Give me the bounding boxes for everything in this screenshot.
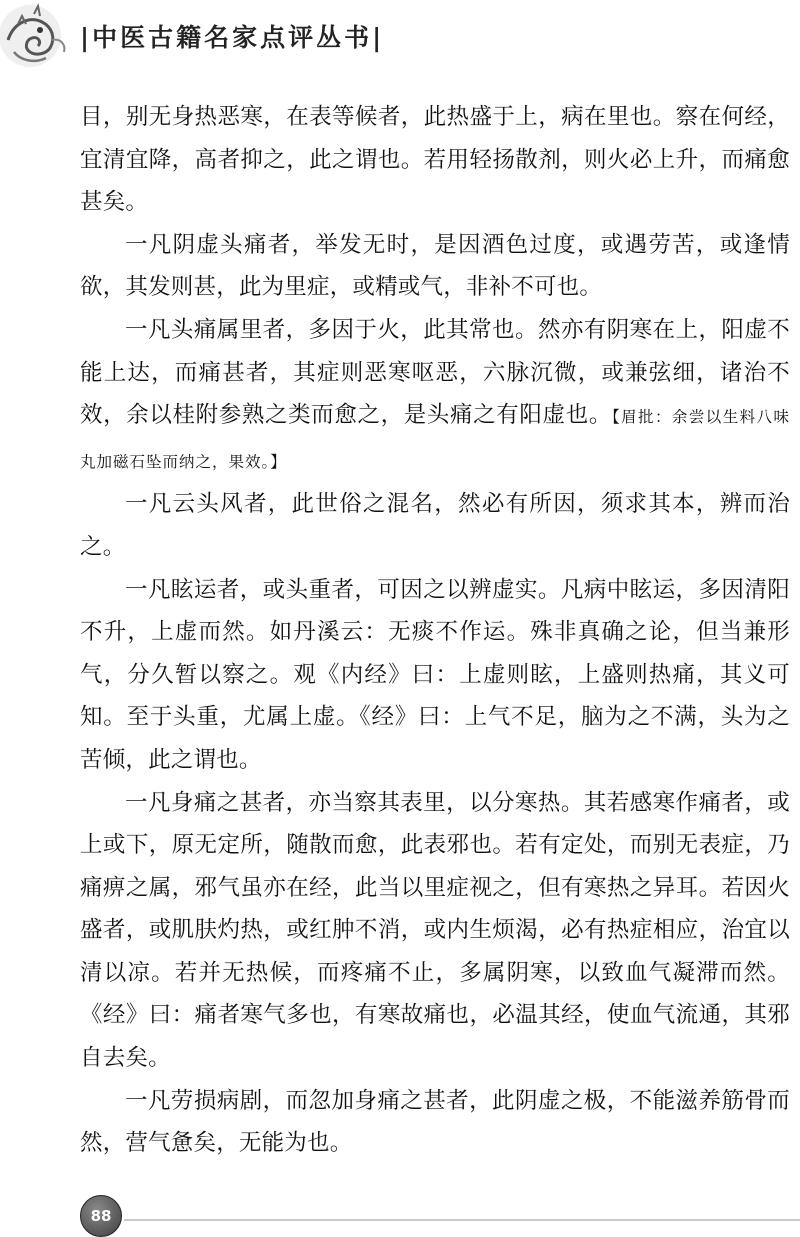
page-header — [0, 0, 800, 80]
paragraph: 一凡眩运者，或头重者，可因之以辨虚实。凡病中眩运，多因清阳不升，上虚而然。如丹溪云：无痰不作运。殊非真确之论，但当兼形气，分久暂以察之。观《内经》曰：上虚则眩，上盛则热痛，其义可知。至于头重，尤属上虚。《经》曰：上气不足，脑为之不满，头为之苦倾，此之谓也。 — [80, 576, 790, 773]
paragraph: 一凡云头风者，此世俗之混名，然必有所因，须求其本，辨而治之。 — [80, 491, 790, 560]
paragraph: 一凡劳损病剧，而忽加身痛之甚者，此阴虚之极，不能滋养筋骨而然，营气惫矣，无能为也。 — [80, 1087, 790, 1157]
paragraph-text: 一凡头痛属里者，多因于火，此其常也。然亦有阴寒在上，阳虚不能上达，而痛甚者，其症则恶寒呕恶，六脉沉微，或兼弦细，诸治不效，余以桂附参熟之类而愈之，是头痛之有阳虚也。 — [80, 316, 790, 429]
paragraph — [80, 309, 790, 483]
marginal-annotation: 【眉批：余尝以生料八味丸加磁石坠而纳之，果效。】 — [80, 408, 790, 471]
paragraph: 一凡阴虚头痛者，举发无时，是因酒色过度，或遇劳苦，或逢情欲，其发则甚，此为里症，或精或气，非补不可也。 — [80, 231, 790, 301]
page-footer — [0, 1180, 800, 1236]
paragraph: 目，别无身热恶寒，在表等候者，此热盛于上，病在里也。察在何经，宜清宜降，高者抑之，此之谓也。若用轻扬散剂，则火必上升，而痛愈甚矣。 — [80, 104, 790, 216]
page-body — [80, 96, 790, 1165]
page-number: 88 — [80, 1195, 122, 1237]
series-title: |中医古籍名家点评丛书| — [80, 23, 385, 52]
dragon-seal-icon — [0, 0, 74, 78]
footer-divider — [124, 1219, 800, 1221]
paragraph: 一凡身痛之甚者，亦当察其表里，以分寒热。其若感寒作痛者，或上或下，原无定所，随散而愈，此表邪也。若有定处，而别无表症，乃痛痹之属，邪气虽亦在经，此当以里症视之，但有寒热之异耳。若因火盛者，或肌肤灼热，或红肿不消，或内生烦渴，必有热症相应，治宜以清以凉。若并无热候，而疼痛不止，多属阴寒，以致血气凝滞而然。《经》曰：痛者寒气多也，有寒故痛也，必温其经，使血气流通，其邪自去矣。 — [80, 789, 790, 1072]
